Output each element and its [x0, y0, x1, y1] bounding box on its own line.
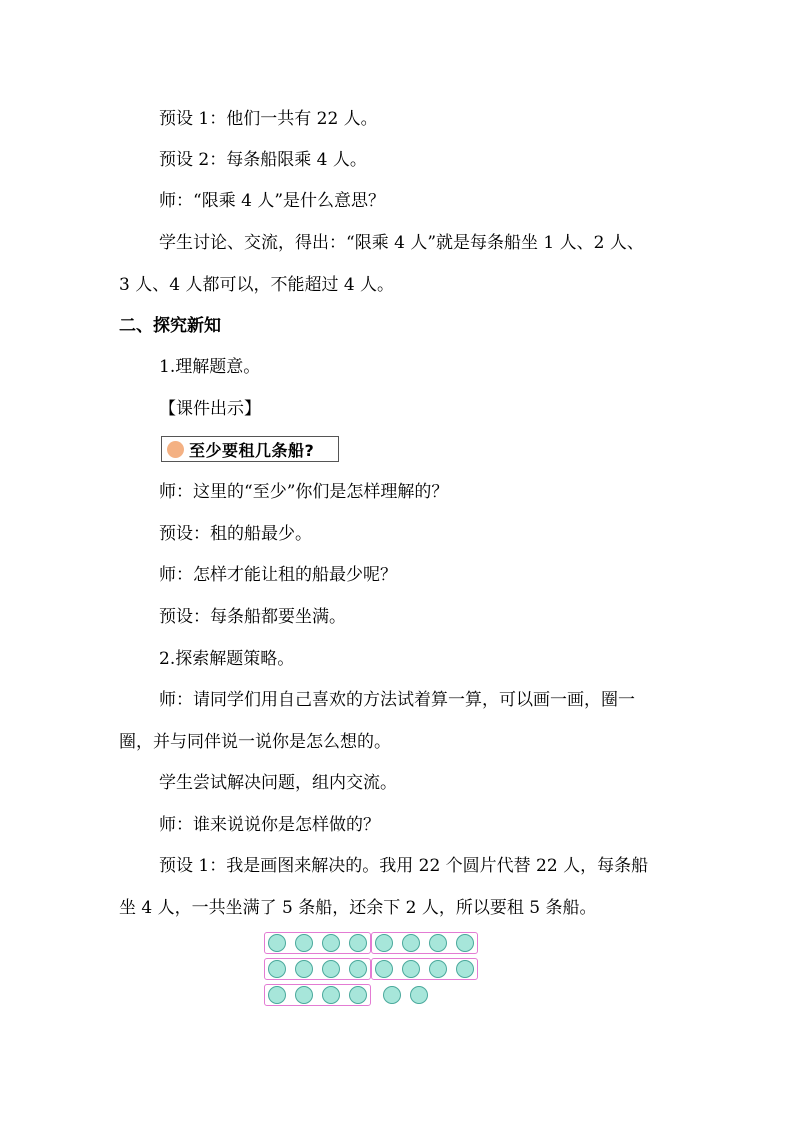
callout-text: 至少要租几条船? — [189, 440, 315, 460]
remaining-person-circle — [410, 986, 428, 1004]
person-circle — [456, 934, 474, 952]
paragraph-3: 师：“限乘 4 人”是什么意思？ — [159, 191, 386, 211]
person-circle — [375, 960, 393, 978]
paragraph-1: 预设 1：他们一共有 22 人。 — [159, 109, 378, 129]
paragraph-14: 师：请同学们用自己喜欢的方法试着算一算，可以画一画，圈一 — [159, 690, 635, 710]
remaining-person-circle — [383, 986, 401, 1004]
person-circle — [402, 934, 420, 952]
person-circle — [295, 934, 313, 952]
paragraph-18: 预设 1：我是画图来解决的。我用 22 个圆片代替 22 人，每条船 — [159, 856, 649, 876]
person-circle — [429, 934, 447, 952]
paragraph-9: 师：这里的“至少”你们是怎样理解的？ — [159, 482, 449, 502]
paragraph-8: 【课件出示】 — [159, 399, 261, 419]
paragraph-17: 师：谁来说说你是怎样做的？ — [159, 815, 380, 835]
paragraph-19: 坐 4 人，一共坐满了 5 条船，还余下 2 人，所以要租 5 条船。 — [119, 898, 597, 918]
person-circle — [402, 960, 420, 978]
paragraph-13: 2.探索解题策略。 — [159, 649, 295, 669]
paragraph-2: 预设 2：每条船限乘 4 人。 — [159, 150, 367, 170]
paragraph-5: 3 人、4 人都可以，不能超过 4 人。 — [119, 275, 395, 295]
paragraph-12: 预设：每条船都要坐满。 — [159, 607, 346, 627]
person-circle — [349, 934, 367, 952]
paragraph-10: 预设：租的船最少。 — [159, 524, 312, 544]
orange-dot-icon — [167, 441, 184, 458]
person-circle — [322, 934, 340, 952]
person-circle — [429, 960, 447, 978]
paragraph-16: 学生尝试解决问题，组内交流。 — [159, 773, 397, 793]
person-circle — [268, 934, 286, 952]
person-circle — [349, 960, 367, 978]
person-circle — [375, 934, 393, 952]
person-circle — [322, 960, 340, 978]
person-circle — [322, 986, 340, 1004]
section-heading: 二、探究新知 — [119, 316, 221, 336]
paragraph-11: 师：怎样才能让租的船最少呢？ — [159, 565, 397, 585]
paragraph-15: 圈，并与同伴说一说你是怎么想的。 — [119, 732, 391, 752]
person-circle — [295, 986, 313, 1004]
person-circle — [349, 986, 367, 1004]
person-circle — [268, 960, 286, 978]
person-circle — [268, 986, 286, 1004]
person-circle — [456, 960, 474, 978]
courseware-callout — [161, 436, 339, 462]
paragraph-4: 学生讨论、交流，得出：“限乘 4 人”就是每条船坐 1 人、2 人、 — [159, 233, 644, 253]
person-circle — [295, 960, 313, 978]
paragraph-7: 1.理解题意。 — [159, 357, 261, 377]
